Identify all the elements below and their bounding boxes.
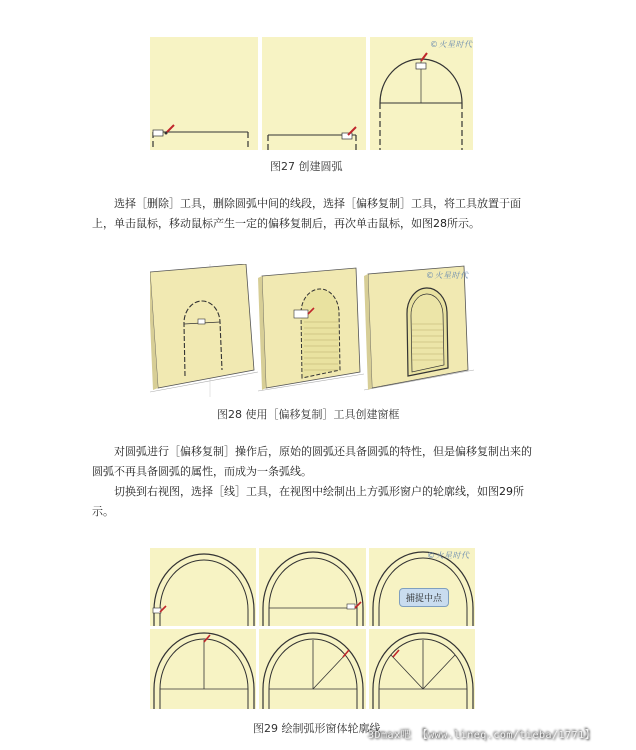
paragraph-2-line-2: 圆弧不再具备圆弧的属性，而成为一条弧线。 xyxy=(92,465,312,478)
fig29-panel-2-drawing xyxy=(259,548,366,626)
fig29-panel-6 xyxy=(369,629,475,709)
fig29-caption: 图29 绘制弧形窗体轮廓线 xyxy=(253,722,381,735)
fig29-panel-5 xyxy=(259,629,366,709)
fig29-panel-2 xyxy=(259,548,366,626)
fig29-panel-4-drawing xyxy=(150,629,256,709)
fig28-image-1 xyxy=(150,264,258,397)
fig29-panel-1 xyxy=(150,548,256,626)
fig29-panel-4 xyxy=(150,629,256,709)
fig29-panel-6-drawing xyxy=(369,629,475,709)
fig27-panel-2 xyxy=(262,37,366,150)
fig29-panel-1-drawing xyxy=(150,548,256,626)
fig27-panel-1 xyxy=(150,37,258,150)
paragraph-2-line-1: 对圆弧进行［偏移复制］操作后，原始的圆弧还具备圆弧的特性，但是偏移复制出来的 xyxy=(114,445,532,458)
fig27-panel-3-drawing xyxy=(370,37,473,150)
fig27-caption: 图27 创建圆弧 xyxy=(270,160,343,173)
fig28-drawing-1 xyxy=(150,264,258,397)
fig29-watermark: ©火星时代 xyxy=(427,551,470,560)
fig28-image-3 xyxy=(364,264,474,398)
paragraph-2-line-4: 示。 xyxy=(92,505,114,518)
fig29-panel-5-drawing xyxy=(259,629,366,709)
fig27-panel-1-drawing xyxy=(150,37,258,150)
fig27-panel-3 xyxy=(370,37,473,150)
paragraph-1 xyxy=(92,194,552,234)
footer-watermark: 3Dmax吧 【www.lineq.com/tieba/1771】 xyxy=(368,730,596,741)
fig28-caption: 图28 使用［偏移复制］工具创建窗框 xyxy=(217,408,400,421)
midpoint-snap-tooltip: 捕捉中点 xyxy=(399,588,449,607)
paragraph-1-line-2: 上，单击鼠标，移动鼠标产生一定的偏移复制后，再次单击鼠标，如图28所示。 xyxy=(92,217,480,230)
fig27-watermark: ©火星时代 xyxy=(430,40,473,49)
fig29-panel-3 xyxy=(369,548,475,626)
paragraph-2 xyxy=(92,442,552,522)
fig28-image-2 xyxy=(258,266,364,398)
paragraph-2-line-3: 切换到右视图，选择［线］工具，在视图中绘制出上方弧形窗户的轮廓线，如图29所 xyxy=(114,485,524,498)
fig28-drawing-3 xyxy=(364,264,474,398)
fig28-drawing-2 xyxy=(258,266,364,398)
paragraph-1-line-1: 选择［删除］工具，删除圆弧中间的线段，选择［偏移复制］工具，将工具放置于面 xyxy=(114,197,521,210)
fig28-watermark: ©火星时代 xyxy=(426,271,469,280)
fig27-panel-2-drawing xyxy=(262,37,366,150)
